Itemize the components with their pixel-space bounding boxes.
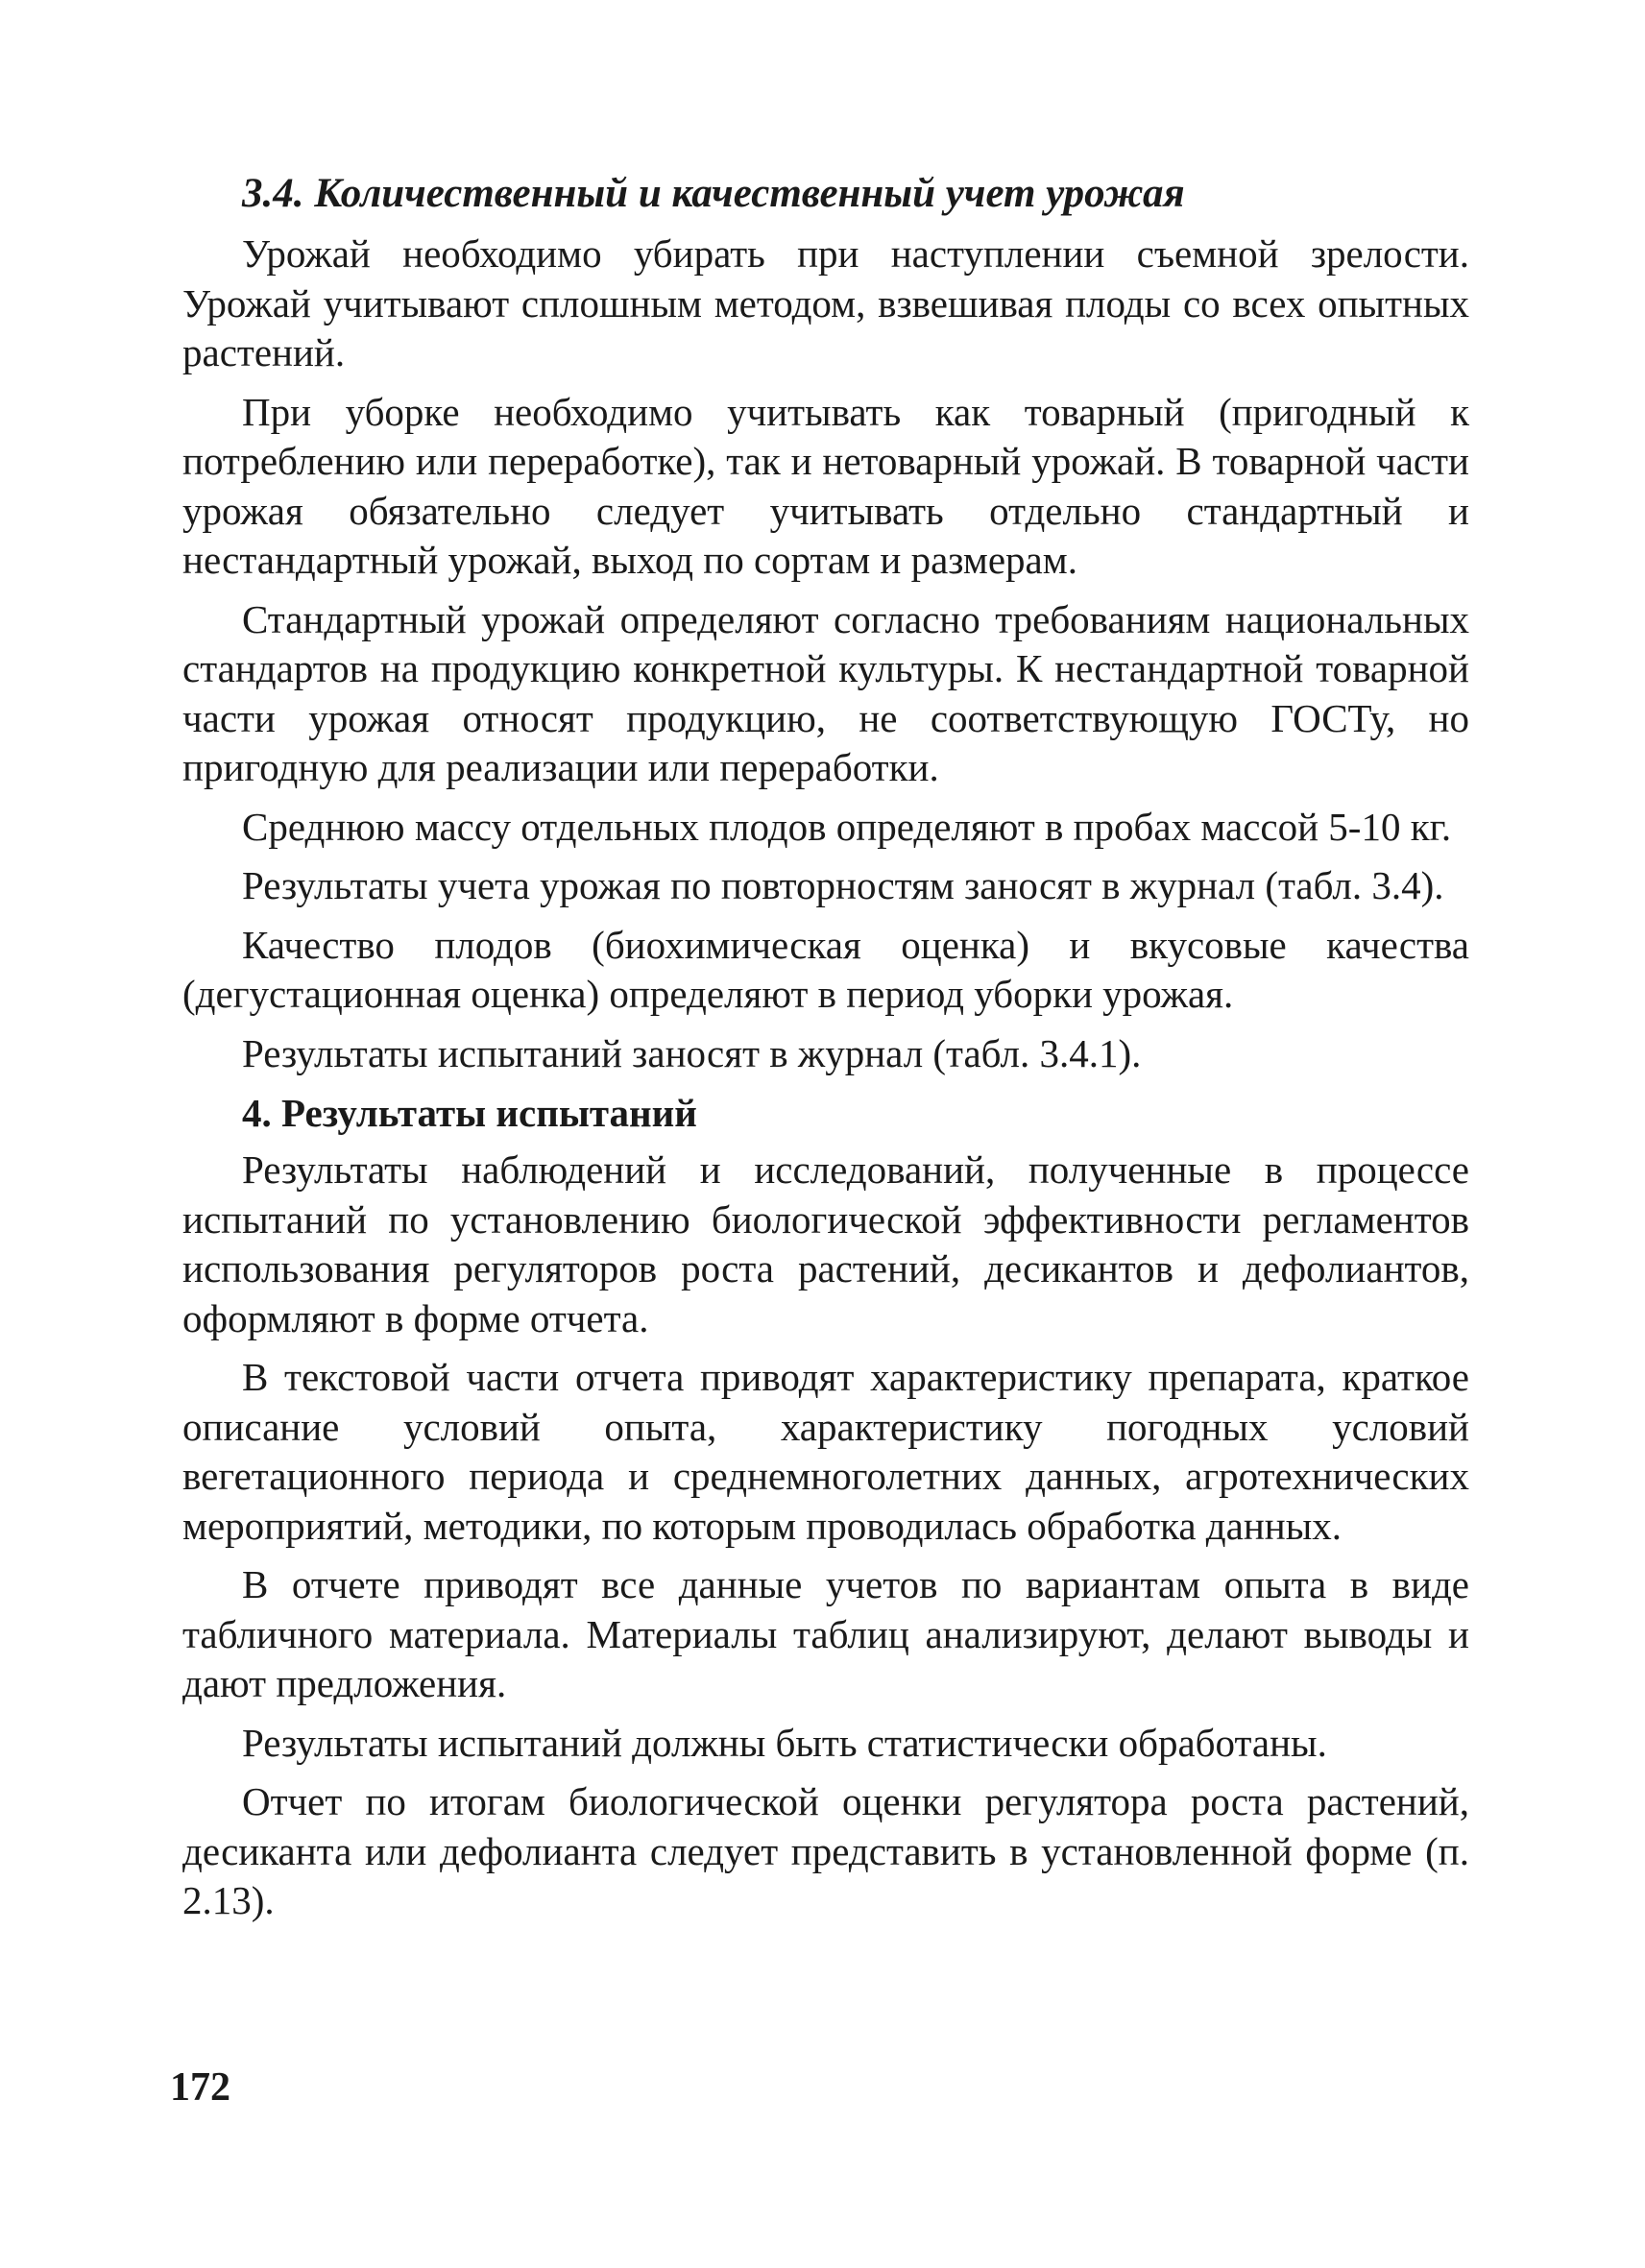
page-number: 172 <box>170 2065 230 2110</box>
paragraph: Результаты испытаний должны быть статистически обработаны. <box>242 1720 1327 1765</box>
paragraph: При уборке необходимо учитывать как товарный (пригодный к потреблению или переработке), так и нетоварный урожай. В товарной части урожая обязательно следует учитывать отдельно стандартный и нестандартный урожай, выход по сортам и размерам. <box>182 389 1469 582</box>
paragraph: Результаты учета урожая по повторностям заносят в журнал (табл. 3.4). <box>242 863 1444 907</box>
section-3-4-heading: 3.4. Количественный и качественный учет урожая <box>242 171 1185 216</box>
paragraph: Урожай необходимо убирать при наступлении съемной зрелости. Урожай учитывают сплошным методом, взвешивая плоды со всех опытных растений. <box>182 231 1469 374</box>
paragraph: Среднюю массу отдельных плодов определяют в пробах массой 5-10 кг. <box>242 804 1452 849</box>
section-4-heading: 4. Результаты испытаний <box>242 1091 697 1135</box>
paragraph: Качество плодов (биохимическая оценка) и вкусовые качества (дегустационная оценка) определяют в период уборки урожая. <box>182 922 1469 1016</box>
paragraph: В текстовой части отчета приводят характеристику препарата, краткое описание условий опыта, характеристику погодных условий вегетационного периода и среднемноголетних данных, агротехнических мероприятий, методики, по которым проводилась обработка данных. <box>182 1355 1469 1548</box>
paragraph: Отчет по итогам биологической оценки регулятора роста растений, десиканта или дефолианта следует представить в установленной форме (п. 2.13). <box>182 1779 1469 1922</box>
paragraph: Результаты наблюдений и исследований, полученные в процессе испытаний по установлению биологической эффективности регламентов использования регуляторов роста растений, десикантов и дефолиантов, оформляют в форме отчета. <box>182 1147 1469 1340</box>
paragraph: В отчете приводят все данные учетов по вариантам опыта в виде табличного материала. Материалы таблиц анализируют, делают выводы и дают предложения. <box>182 1562 1469 1705</box>
page-content <box>182 168 1469 1926</box>
paragraph: Результаты испытаний заносят в журнал (табл. 3.4.1). <box>242 1030 1142 1075</box>
paragraph: Стандартный урожай определяют согласно требованиям национальных стандартов на продукцию конкретной культуры. К нестандартной товарной части урожая относят продукцию, не соответствующую ГОСТу, но пригодную для реализации или переработки. <box>182 596 1469 789</box>
